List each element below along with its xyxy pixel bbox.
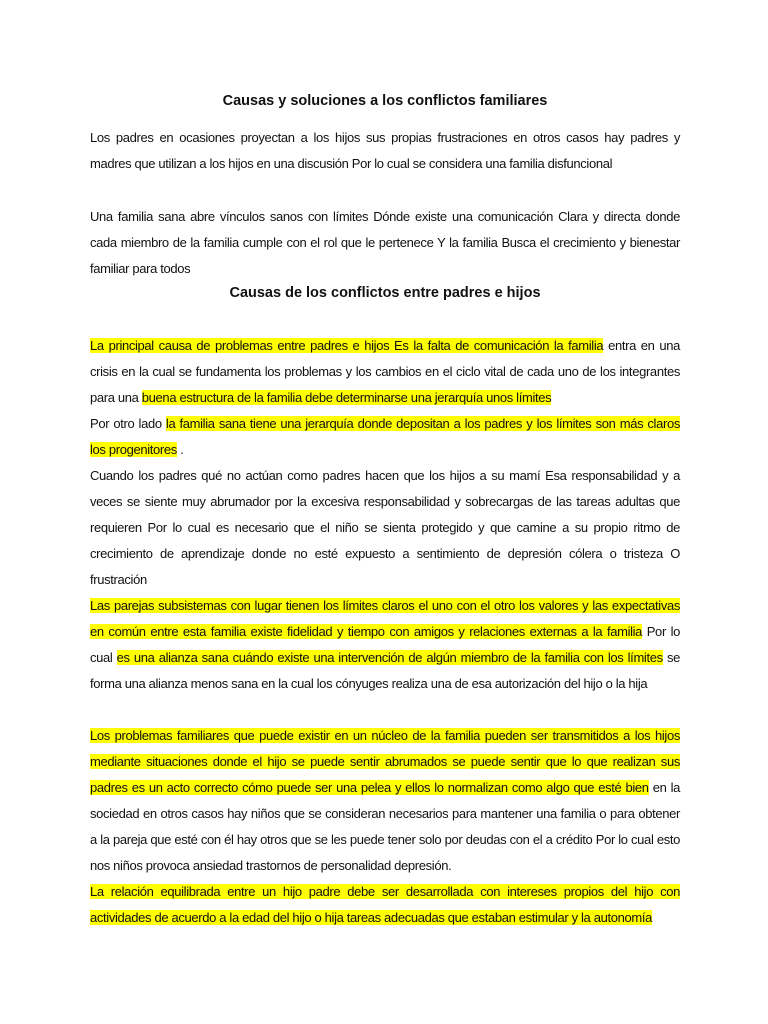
highlighted-text: La relación equilibrada entre un hijo padre debe ser desarrollada con intereses propios del hijo con actividades de acuerdo a la edad del hijo o hija tareas adecuadas que estaban estimular y la autonomía (90, 884, 680, 925)
highlighted-text: Los problemas familiares que puede existir en un núcleo de la familia pueden ser transmitidos a los hijos mediante situaciones donde el hijo se puede sentir abrumados se puede sentir que lo que realizan sus padres es un acto correcto cómo puede ser una pelea y ellos lo normalizan como algo que esté bien (90, 728, 680, 795)
paragraph-2: Una familia sana abre vínculos sanos con límites Dónde existe una comunicación Clara y directa donde cada miembro de la familia cumple con el rol que le pertenece Y la familia Busca el crecimiento y bienestar familiar para todos (90, 209, 680, 276)
paragraph-6 (90, 593, 680, 697)
paragraph-text: Por otro lado (90, 416, 166, 431)
paragraph-text: en la sociedad en otros casos hay niños que se consideran necesarios para mantener una familia o para obtener a la pareja que esté con él hay otros que se les puede tener solo por deudas con el a crédito Por lo cual esto nos niños provoca ansiedad trastornos de personalidad depresión. (90, 780, 681, 873)
paragraph-4 (90, 411, 680, 463)
highlighted-text: es una alianza sana cuándo existe una intervención de algún miembro de la familia con los límites (116, 650, 663, 665)
paragraph-3 (90, 333, 680, 411)
document-page (90, 0, 680, 1024)
paragraph-text: . (176, 442, 184, 457)
paragraph-5: Cuando los padres qué no actúan como padres hacen que los hijos a su mamí Esa responsabilidad y a veces se siente muy abrumador por la excesiva responsabilidad y sobrecargas de las tareas adultas que requieren Por lo cual es necesario que el niño se sienta protegido y que camine a su propio ritmo de crecimiento de aprendizaje donde no esté expuesto a sentimiento de depresión cólera o tristeza O frustración (90, 468, 680, 587)
paragraph-1: Los padres en ocasiones proyectan a los hijos sus propias frustraciones en otros casos hay padres y madres que utilizan a los hijos en una discusión Por lo cual se considera una familia disfuncional (90, 130, 680, 171)
highlighted-text: buena estructura de la familia debe determinarse una jerarquía unos límites (141, 390, 552, 405)
highlighted-text: la familia sana tiene una jerarquía donde depositan a los padres y los límites son más claros los progenitores (90, 416, 680, 457)
document-title: Causas y soluciones a los conflictos familiares (222, 93, 548, 109)
highlighted-text: Las parejas subsistemas con lugar tienen los límites claros el uno con el otro los valores y las expectativas en común entre esta familia existe fidelidad y tiempo con amigos y relaciones externas a la familia (90, 598, 680, 639)
highlighted-text: La principal causa de problemas entre padres e hijos Es la falta de comunicación la familia (90, 338, 604, 353)
section-subtitle: Causas de los conflictos entre padres e hijos (229, 285, 541, 301)
paragraph-7 (90, 723, 680, 879)
paragraph-text: se forma una alianza menos sana en la cual los cónyuges realiza una de esa autorización del hijo o la hija (90, 650, 680, 691)
paragraph-text: entra en una crisis en la cual se fundamenta los problemas y los cambios en el ciclo vital de cada uno de los integrantes para una (90, 338, 680, 405)
paragraph-text: Por lo cual (90, 624, 680, 665)
paragraph-8 (90, 879, 680, 931)
